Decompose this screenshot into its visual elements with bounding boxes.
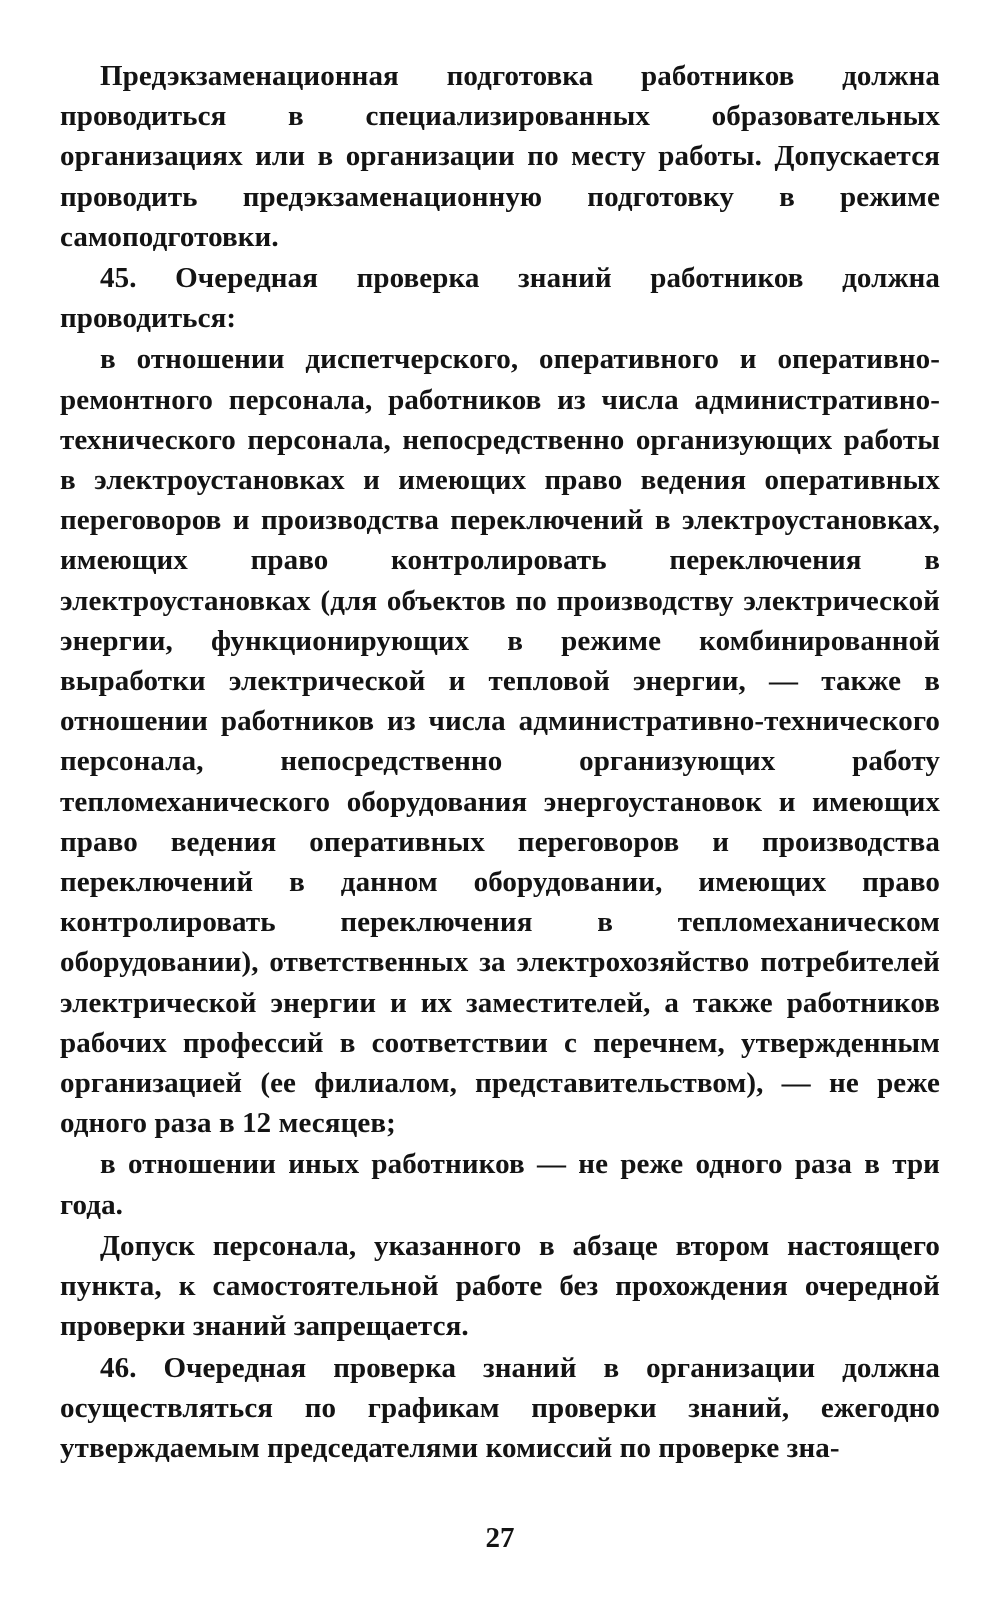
paragraph-clause-45: 45. Очередная проверка знаний работников должна проводиться: <box>60 262 940 335</box>
page-number: 27 <box>485 1522 515 1554</box>
paragraph-clause-45-subitem-1: в отношении диспетчерского, оперативного и оперативно-ремонтного персонала, работников из числа административно-технического персонала, непосредственно организующих работы в электроустановках и имеющих право ведения оперативных переговоров и производства переключений в электроустановках, имеющих право контролировать переключения в электроустановках (для объектов по производству электрической энергии, функционирующих в режиме комбинированной выработки электрической и тепловой энергии, — также в отношении работников из числа административно-технического персонала, непосредственно организующих работу тепломеханического оборудования энергоустановок и имеющих право ведения оперативных переговоров и производства переключений в данном оборудовании, имеющих право контролировать переключения в тепломеханическом оборудовании), ответственных за электрохозяйство потребителей электрической энергии и их заместителей, а также работников рабочих профессий в соответствии с перечнем, утвержденным организацией (ее филиалом, представительством), — не реже одного раза в 12 месяцев; <box>60 343 940 1140</box>
paragraph-clause-45-subitem-2: в отношении иных работников — не реже одного раза в три года. <box>60 1148 940 1221</box>
paragraph-admission-rule: Допуск персонала, указанного в абзаце втором настоящего пункта, к самостоятельной работе без прохождения очередной проверки знаний запрещается. <box>60 1229 940 1343</box>
document-page <box>60 56 940 1469</box>
paragraph-clause-46: 46. Очередная проверка знаний в организации должна осуществляться по графикам проверки знаний, ежегодно утверждаемым председателями комиссий по проверке зна- <box>60 1351 940 1464</box>
paragraph-pre-exam-training: Предэкзаменационная подготовка работников должна проводиться в специализированных образовательных организациях или в организации по месту работы. Допускается проводить предэкзаменационную подготовку в режиме самоподготовки. <box>60 60 940 253</box>
